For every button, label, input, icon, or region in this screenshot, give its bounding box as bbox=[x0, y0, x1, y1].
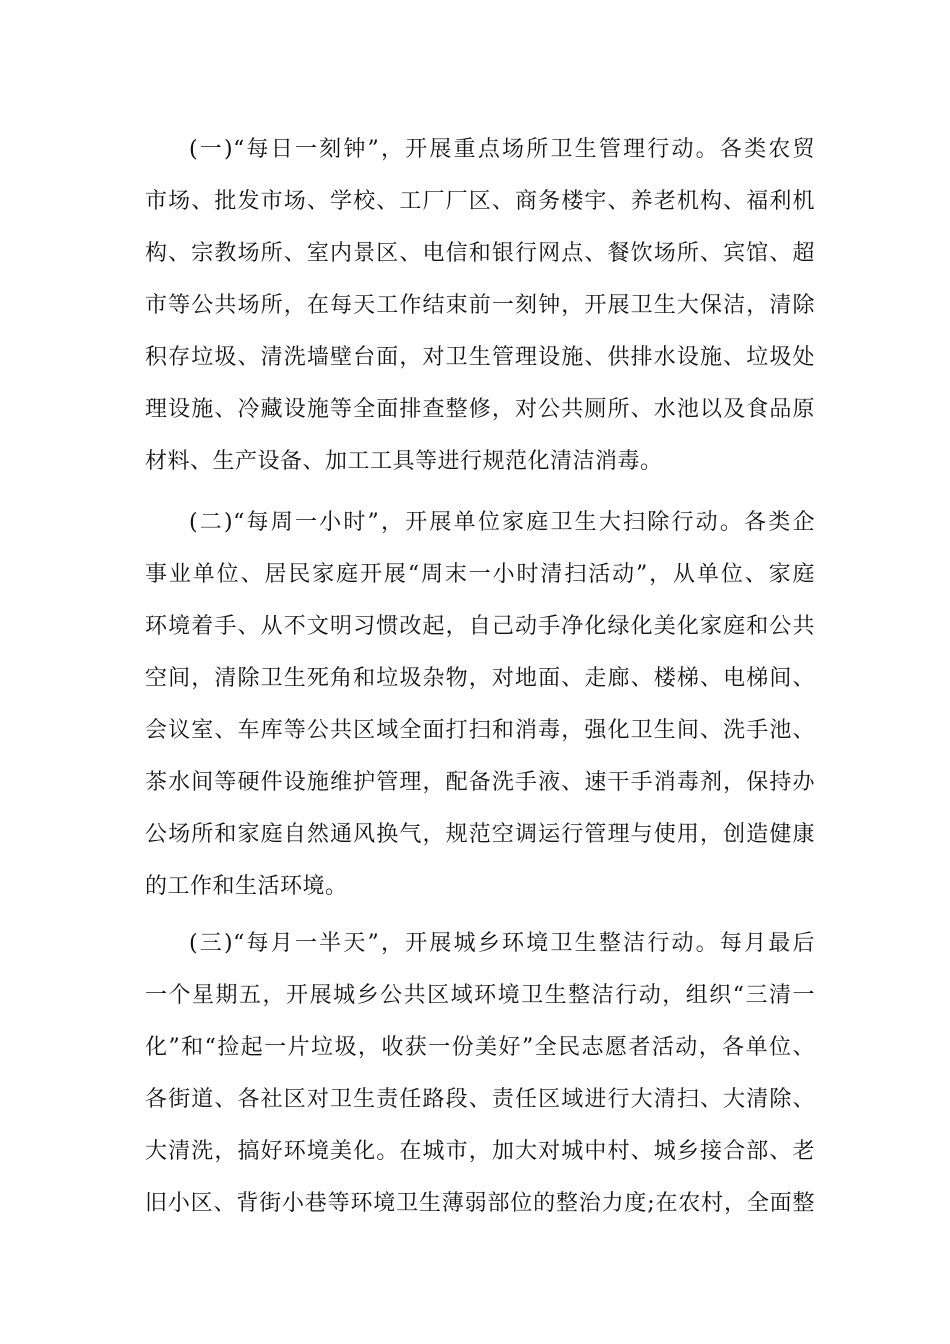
paragraph-weekly bbox=[145, 497, 815, 913]
text-line: 理设施、冷藏设施等全面排查整修，对公共厕所、水池以及食品原 bbox=[145, 397, 815, 422]
text-line: 各街道、各社区对卫生责任路段、责任区域进行大清扫、大清除、 bbox=[145, 1087, 815, 1112]
text-line: 市场、批发市场、学校、工厂厂区、商务楼宇、养老机构、福利机 bbox=[145, 189, 815, 214]
text-line: (三)“每月一半天”，开展城乡环境卫生整洁行动。每月最后 bbox=[189, 931, 815, 956]
text-line: 一个星期五，开展城乡公共区域环境卫生整洁行动，组织“三清一 bbox=[145, 983, 815, 1008]
text-line: 公场所和家庭自然通风换气，规范空调运行管理与使用，创造健康 bbox=[145, 822, 815, 847]
text-line: 会议室、车库等公共区域全面打扫和消毒，强化卫生间、洗手池、 bbox=[145, 718, 815, 743]
text-line: 材料、生产设备、加工工具等进行规范化清洁消毒。 bbox=[145, 449, 663, 474]
text-line: 市等公共场所，在每天工作结束前一刻钟，开展卫生大保洁，清除 bbox=[145, 293, 815, 318]
text-line: 茶水间等硬件设施维护管理，配备洗手液、速干手消毒剂，保持办 bbox=[145, 770, 815, 795]
text-line: (二)“每周一小时”，开展单位家庭卫生大扫除行动。各类企 bbox=[189, 510, 815, 535]
text-line: 积存垃圾、清洗墙壁台面，对卫生管理设施、供排水设施、垃圾处 bbox=[145, 345, 815, 370]
text-line: 的工作和生活环境。 bbox=[145, 874, 348, 899]
text-line: 构、宗教场所、室内景区、电信和银行网点、餐饮场所、宾馆、超 bbox=[145, 241, 815, 266]
paragraph-monthly bbox=[145, 918, 815, 1230]
text-line: 事业单位、居民家庭开展“周末一小时清扫活动”，从单位、家庭 bbox=[145, 562, 815, 587]
text-line: (一)“每日一刻钟”，开展重点场所卫生管理行动。各类农贸 bbox=[189, 137, 815, 162]
paragraph-daily bbox=[145, 124, 815, 488]
text-line: 化”和“捡起一片垃圾，收获一份美好”全民志愿者活动，各单位、 bbox=[145, 1035, 815, 1060]
text-line: 空间，清除卫生死角和垃圾杂物，对地面、走廊、楼梯、电梯间、 bbox=[145, 666, 815, 691]
text-line: 旧小区、背街小巷等环境卫生薄弱部位的整治力度;在农村，全面整 bbox=[145, 1191, 815, 1216]
text-line: 环境着手、从不文明习惯改起，自己动手净化绿化美化家庭和公共 bbox=[145, 614, 815, 639]
text-line: 大清洗，搞好环境美化。在城市，加大对城中村、城乡接合部、老 bbox=[145, 1139, 815, 1164]
